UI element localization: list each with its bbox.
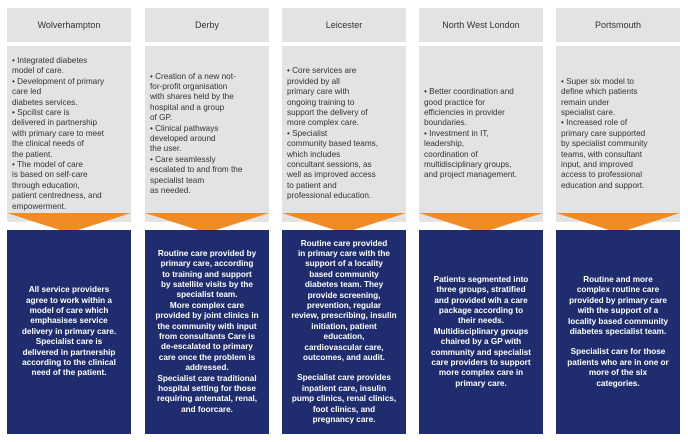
features-panel	[7, 46, 131, 222]
column-header: Wolverhampton	[7, 8, 131, 42]
feature-bullet: • Clinical pathways developed around the user.	[150, 123, 219, 154]
column-header: Derby	[145, 8, 269, 42]
care-model-text: All service providers agree to work within a model of care which emphasises service delivery in primary care. Specialist care is delivered in partnership according to the clinical need of the patient.	[21, 285, 117, 378]
column-header: Portsmouth	[556, 8, 680, 42]
feature-bullet: • The model of care is based on self-care through education, patient centredness, and empowerment.	[12, 160, 102, 211]
care-model-box	[7, 230, 131, 434]
feature-bullet: • Super six model to define which patients remain under specialist care.	[561, 76, 638, 117]
column-4	[556, 8, 680, 434]
features-panel	[419, 46, 543, 222]
features-panel	[556, 46, 680, 222]
care-model-box	[282, 230, 406, 434]
care-model-box	[145, 230, 269, 434]
features-panel	[145, 46, 269, 222]
paragraph-spacer	[285, 363, 403, 373]
care-model-text: Specialist care provides inpatient care, insulin pump clinics, renal clinics, foot clinics, and pregnancy care.	[291, 373, 397, 425]
feature-bullet: • Integrated diabetes model of care.	[12, 55, 88, 76]
column-0	[7, 8, 131, 434]
feature-bullet: • Better coordination and good practice for efficiencies in provider boundaries.	[424, 87, 514, 128]
feature-bullet: • Spcilist care is delivered in partnership with primary care to meet the clinical needs of the patient.	[12, 107, 104, 159]
feature-bullet: • Investment in IT, leadership, coordination of multidisciplinary groups, and project management.	[424, 128, 517, 180]
feature-bullet: • Care seamlessly escalated to and from the specialist team as needed.	[150, 154, 243, 196]
care-model-text: Patients segmented into three groups, stratified and provided wih a care package according to their needs. Multidisciplinary groups chaired by a GP with community and specialist care providers to support more complex care in primary care.	[430, 274, 532, 388]
care-model-text: Specialist care for those patients who are in one or more of the six categories.	[567, 347, 669, 388]
feature-bullet: • Core services are provided by all primary care with ongoing training to support the delivery of more complex care.	[287, 66, 368, 128]
paragraph-spacer	[559, 337, 677, 347]
feature-bullet: • Development of primary care led diabetes services.	[12, 76, 105, 107]
care-model-box	[419, 230, 543, 434]
feature-bullet: • Specialist community based teams, which includes concultant sessions, as well as improved access to patient and professional education.	[287, 128, 379, 201]
feature-bullet: • Increased role of primary care supported by specialist community teams, with consultant input, and improved access to professional education and support.	[561, 118, 648, 190]
column-header: North West London	[419, 8, 543, 42]
care-model-text: Routine care provided by primary care, according to training and support by satellite visits by the specialist team. More complex care provided by joint clinics in the community with input from consultants Care is de-escalated to primary care once the problem is addressed. Specialist care traditional hospital setting for those requiring antenatal, renal, and foorcare.	[155, 248, 259, 414]
column-1	[145, 8, 269, 434]
column-2	[282, 8, 406, 434]
column-3	[419, 8, 543, 434]
care-model-text: Routine and more complex routine care provided by primary care with the support of a locality based community diabetes specialist team.	[567, 274, 669, 336]
care-model-box	[556, 230, 680, 434]
care-model-text: Routine care provided in primary care with the support of a locality based community diabetes team. They provide screening, prevention, regular review, prescribing, insulin initiation, patient education, cardiovascular care, outcomes, and audit.	[291, 238, 397, 363]
column-header: Leicester	[282, 8, 406, 42]
features-panel	[282, 46, 406, 222]
feature-bullet: • Creation of a new not- for-profit organisation with shares held by the hospital and a group of GP.	[150, 71, 236, 123]
